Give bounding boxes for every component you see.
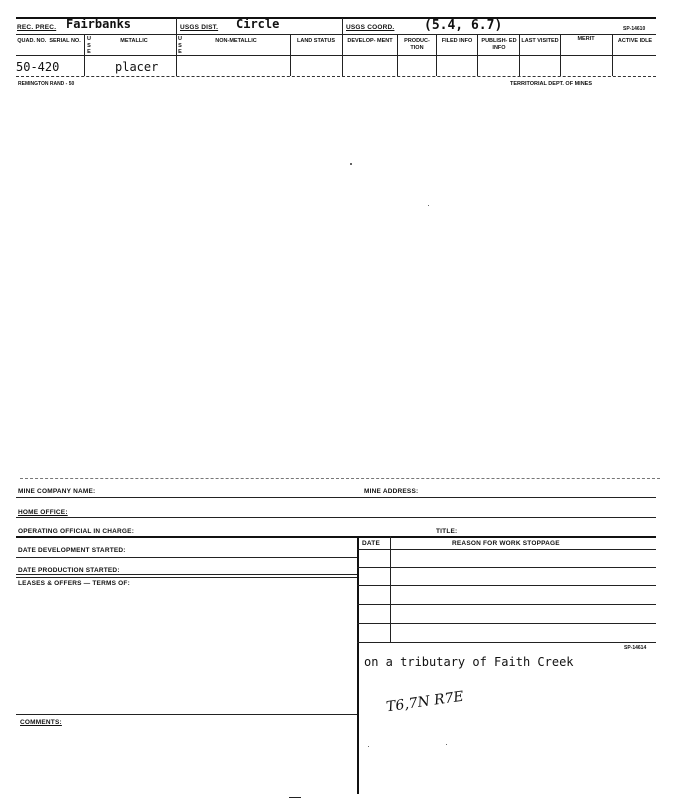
comments-label: COMMENTS: [20,719,62,726]
stoppage-date-header: DATE [362,540,381,547]
handwritten-township: T6,7N R7E [385,688,465,716]
operating-official-label: OPERATING OFFICIAL IN CHARGE: [18,528,135,535]
usgs-coord-label: USGS COORD. [346,24,395,31]
header-divider-1 [176,18,177,34]
form-number-2: SP-14614 [624,645,647,651]
col-production: PRODUC- TION [404,38,430,51]
stoppage-row-2 [357,585,656,586]
col-line-4 [342,34,343,76]
col-line-6 [436,34,437,76]
col-use-2: U S E [178,36,182,55]
line-company [16,497,656,498]
col-metallic: METALLIC [120,38,148,44]
col-line-10 [612,34,613,76]
card-cut-line [20,478,660,479]
col-land-status: LAND STATUS [297,38,335,44]
col-line-1 [84,34,85,76]
stoppage-header-bottom [357,549,656,550]
col-active-idle: ACTIVE IDLE [617,38,653,44]
stoppage-row-5 [357,642,656,643]
form-number: SP-14610 [623,26,646,32]
rec-prec-label: REC. PREC. [17,24,57,31]
remark-text: on a tributary of Faith Creek [364,655,574,669]
col-line-3 [290,34,291,76]
usgs-dist-value: Circle [236,17,280,31]
col-line-9 [560,34,561,76]
col-use-1: U S E [87,36,91,55]
usgs-coord-value: (5.4, 6.7) [424,18,503,33]
speck [350,163,352,165]
col-line-8 [519,34,520,76]
stoppage-left-border [357,536,359,794]
printer-mark: REMINGTON RAND - 50 [18,81,75,87]
usgs-dist-label: USGS DIST. [180,24,219,31]
line-comments [16,714,357,715]
line-home-office [16,517,656,518]
bottom-mark [289,797,301,798]
date-production-label: DATE PRODUCTION STARTED: [18,567,120,574]
row-quad-serial: 50-420 [16,60,60,74]
row-bottom-border [16,76,656,77]
col-merit: MERIT [577,36,595,42]
date-development-label: DATE DEVELOPMENT STARTED: [18,547,126,554]
col-last-visited: LAST VISITED [521,38,559,44]
col-quad-serial: QUAD. NO. SERIAL NO. [17,38,81,44]
speck [368,746,369,747]
stoppage-row-4 [357,623,656,624]
col-filed-info: FILED INFO [441,38,473,44]
stoppage-date-divider [390,536,391,642]
mine-address-label: MINE ADDRESS: [364,488,419,495]
speck [446,744,447,745]
speck [428,205,429,206]
col-published-info: PUBLISH- ED INFO [481,38,517,51]
mine-company-name-label: MINE COMPANY NAME: [18,488,96,495]
rec-prec-value: Fairbanks [66,17,132,31]
col-non-metallic: NON-METALLIC [215,38,257,44]
col-line-5 [397,34,398,76]
dept-name: TERRITORIAL DEPT. OF MINES [510,81,592,87]
title-label: TITLE: [436,528,458,535]
stoppage-row-1 [357,567,656,568]
home-office-label: HOME OFFICE: [18,509,68,516]
header-divider-2 [342,18,343,34]
line-production-2 [16,577,357,578]
col-development: DEVELOP- MENT [347,38,393,44]
row-metallic: placer [115,60,159,74]
leases-label: LEASES & OFFERS — TERMS OF: [18,580,130,587]
stoppage-row-3 [357,604,656,605]
line-official [16,536,656,538]
line-production-1 [16,574,357,575]
col-line-7 [477,34,478,76]
stoppage-reason-header: REASON FOR WORK STOPPAGE [452,540,560,547]
line-development [16,557,357,558]
col-line-2 [176,34,177,76]
